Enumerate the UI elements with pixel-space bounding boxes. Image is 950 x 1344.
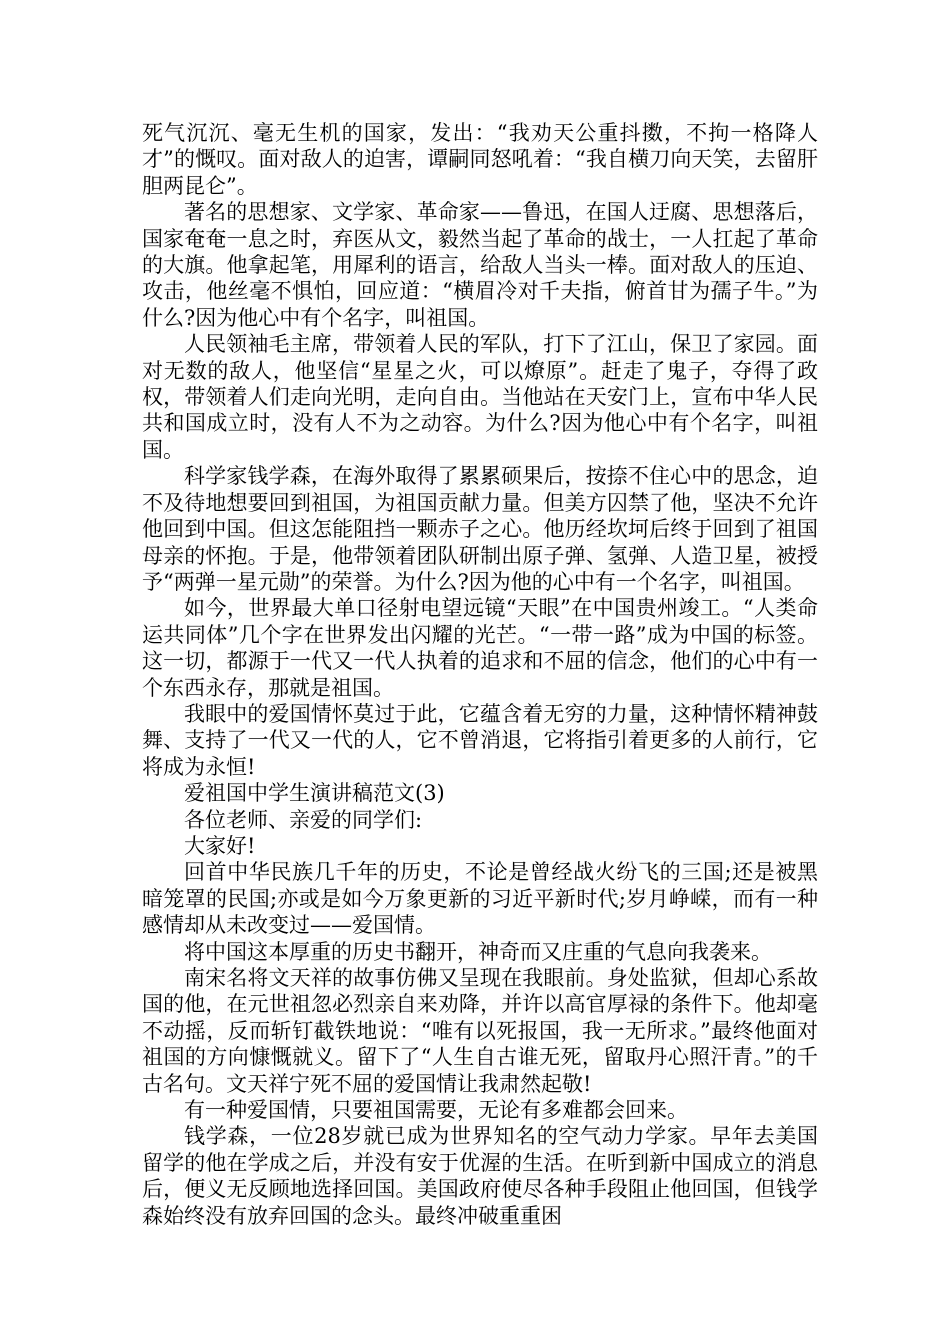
document-body xyxy=(142,120,818,1229)
paragraph-5: 如今，世界最大单口径射电望远镜“天眼”在中国贵州竣工。“人类命运共同体”几个字在世界发出闪耀的光芒。“一带一路”成为中国的标签。这一切，都源于一代又一代人执着的追求和不屈的信念，他们的心中有一个东西永存，那就是祖国。 xyxy=(142,596,818,700)
paragraph-12: 南宋名将文天祥的故事仿佛又呈现在我眼前。身处监狱，但却心系故国的他，在元世祖忽必烈亲自来劝降，并许以高官厚禄的条件下。他却毫不动摇，反而斩钉截铁地说：“唯有以死报国，我一无所求。”最终他面对祖国的方向慷慨就义。留下了“人生自古谁无死，留取丹心照汗青。”的千古名句。文天祥宁死不屈的爱国情让我肃然起敬! xyxy=(142,966,818,1096)
greeting: 大家好! xyxy=(184,833,256,858)
paragraph-13: 有一种爱国情，只要祖国需要，无论有多难都会回来。 xyxy=(184,1098,688,1123)
paragraph-3: 人民领袖毛主席，带领着人民的军队，打下了江山，保卫了家园。面对无数的敌人，他坚信“星星之火，可以燎原”。赶走了鬼子，夺得了政权，带领着人们走向光明，走向自由。当他站在天安门上，宣布中华人民共和国成立时，没有人不为之动容。为什么?因为他心中有个名字，叫祖国。 xyxy=(142,332,818,462)
paragraph-10: 回首中华民族几千年的历史，不论是曾经战火纷飞的三国;还是被黑暗笼罩的民国;亦或是如今万象更新的习近平新时代;岁月峥嵘，而有一种感情却从未改变过——爱国情。 xyxy=(142,860,818,938)
paragraph-6: 我眼中的爱国情怀莫过于此，它蕴含着无穷的力量，这种情怀精神鼓舞、支持了一代又一代的人，它不曾消退，它将指引着更多的人前行，它将成为永恒! xyxy=(142,701,818,779)
paragraph-2: 著名的思想家、文学家、革命家——鲁迅，在国人迂腐、思想落后，国家奄奄一息之时，弃医从文，毅然当起了革命的战士，一人扛起了革命的大旗。他拿起笔，用犀利的语言，给敌人当头一棒。面对敌人的压迫、攻击，他丝毫不惧怕，回应道：“横眉冷对千夫指，俯首甘为孺子牛。”为什么?因为他心中有个名字，叫祖国。 xyxy=(142,200,818,330)
paragraph-4: 科学家钱学森，在海外取得了累累硕果后，按捺不住心中的思念，迫不及待地想要回到祖国，为祖国贡献力量。但美方囚禁了他，坚决不允许他回到中国。但这怎能阻挡一颗赤子之心。他历经坎坷后终于回到了祖国母亲的怀抱。于是，他带领着团队研制出原子弹、氢弹、人造卫星，被授予“两弹一星元勋”的荣誉。为什么?因为他的心中有一个名字，叫祖国。 xyxy=(142,464,818,594)
paragraph-1: 死气沉沉、毫无生机的国家，发出：“我劝天公重抖擞，不拘一格降人才”的慨叹。面对敌人的迫害，谭嗣同怒吼着：“我自横刀向天笑，去留肝胆两昆仑”。 xyxy=(142,121,818,198)
section-title: 爱祖国中学生演讲稿范文(3) xyxy=(184,781,445,806)
paragraph-11: 将中国这本厚重的历史书翻开，神奇而又庄重的气息向我袭来。 xyxy=(184,939,772,964)
salutation: 各位老师、亲爱的同学们: xyxy=(184,807,423,832)
paragraph-14: 钱学森，一位28岁就已成为世界知名的空气动力学家。早年去美国留学的他在学成之后，并没有安于优渥的生活。在听到新中国成立的消息后，便义无反顾地选择回国。美国政府使尽各种手段阻止他回国，但钱学森始终没有放弃回国的念头。最终冲破重重困 xyxy=(142,1124,818,1228)
